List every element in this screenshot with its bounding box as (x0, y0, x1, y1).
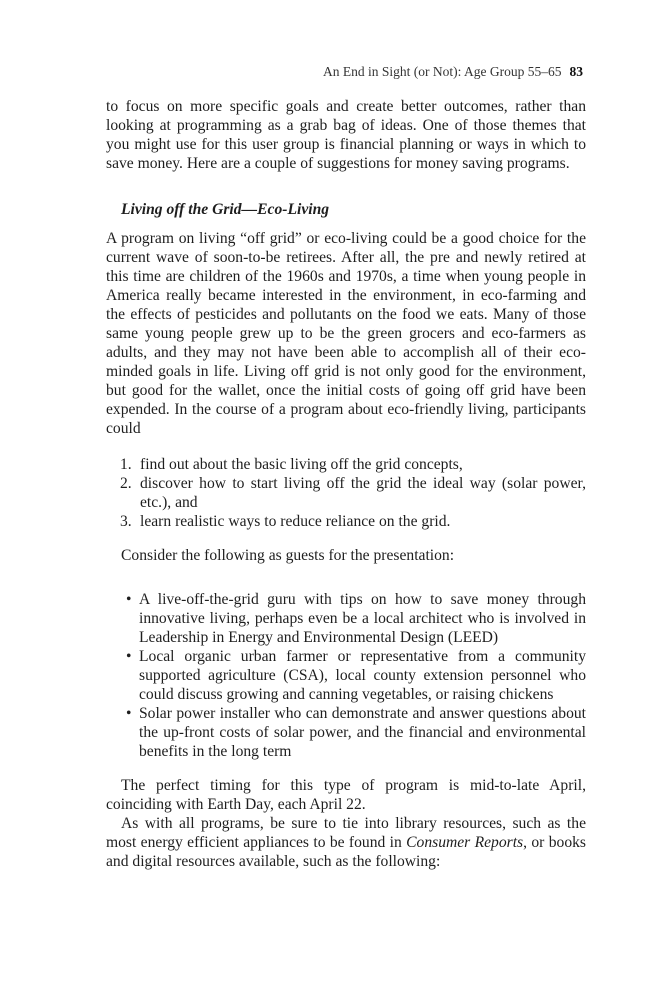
resources-text-after: , or books and digital resources available, such as the following: (106, 834, 586, 870)
bullet-marker: • (126, 648, 132, 665)
list-number: 2. (120, 475, 132, 492)
list-number: 1. (120, 456, 132, 473)
publication-title: Consumer Reports (406, 834, 524, 851)
resources-paragraph (106, 814, 586, 871)
list-item-text: learn realistic ways to reduce reliance on the grid. (140, 513, 451, 530)
list-number: 3. (120, 513, 132, 530)
bullet-item (106, 704, 586, 761)
bullet-list (106, 590, 586, 761)
resources-text-before: As with all programs, be sure to tie into library resources, such as the most energy efficient appliances to be found in (106, 815, 586, 851)
intro-block (106, 97, 586, 173)
list-item-text: find out about the basic living off the grid concepts, (140, 456, 463, 473)
running-header (323, 64, 583, 80)
bullet-item-text: A live-off-the-grid guru with tips on how to save money through innovative living, perhaps even be a local architect who is involved in Leadership in Energy and Environmental Design (LEED) (139, 591, 586, 646)
numbered-list (106, 455, 586, 531)
bullet-item-text: Solar power installer who can demonstrate and answer questions about the up-front costs of solar power, and the financial and environmental benefits in the long term (139, 705, 586, 760)
section-paragraph: A program on living “off grid” or eco-living could be a good choice for the current wave of soon-to-be retirees. After all, the pre and newly retired at this time are children of the 1960s and 1970s, a time when young people in America really became interested in the environment, in eco-farming and the effects of pesticides and pollutants on the food we eats. Many of those same young people grew up to be the green grocers and eco-farmers as adults, and they may not have been able to accomplish all of their eco-minded goals in life. Living off grid is not only good for the environment, but good for the wallet, once the initial costs of going off grid have been expended. In the course of a program about eco-friendly living, participants could (106, 230, 586, 437)
running-title: An End in Sight (or Not): Age Group 55–65 (323, 64, 562, 79)
bullet-marker: • (126, 705, 132, 722)
page-number: 83 (569, 64, 583, 79)
list-item (106, 474, 586, 512)
section-block (106, 229, 586, 438)
bullet-item (106, 590, 586, 647)
list-item-text: discover how to start living off the grid the ideal way (solar power, etc.), and (140, 475, 586, 511)
closing-block (106, 776, 586, 871)
list-item (106, 455, 586, 474)
timing-paragraph: The perfect timing for this type of program is mid-to-late April, coinciding with Earth Day, each April 22. (106, 777, 586, 813)
guests-intro: Consider the following as guests for the presentation: (121, 547, 455, 564)
intro-paragraph: to focus on more specific goals and create better outcomes, rather than looking at programming as a grab bag of ideas. One of those themes that you might use for this user group is financial planning or ways in which to save money. Here are a couple of suggestions for money saving programs. (106, 98, 586, 172)
bullet-item-text: Local organic urban farmer or representative from a community supported agriculture (CSA), local county extension personnel who could discuss growing and canning vegetables, or raising chickens (139, 648, 586, 703)
section-heading: Living off the Grid—Eco-Living (121, 201, 330, 218)
bullet-item (106, 647, 586, 704)
bullet-marker: • (126, 591, 132, 608)
list-item (106, 512, 586, 531)
